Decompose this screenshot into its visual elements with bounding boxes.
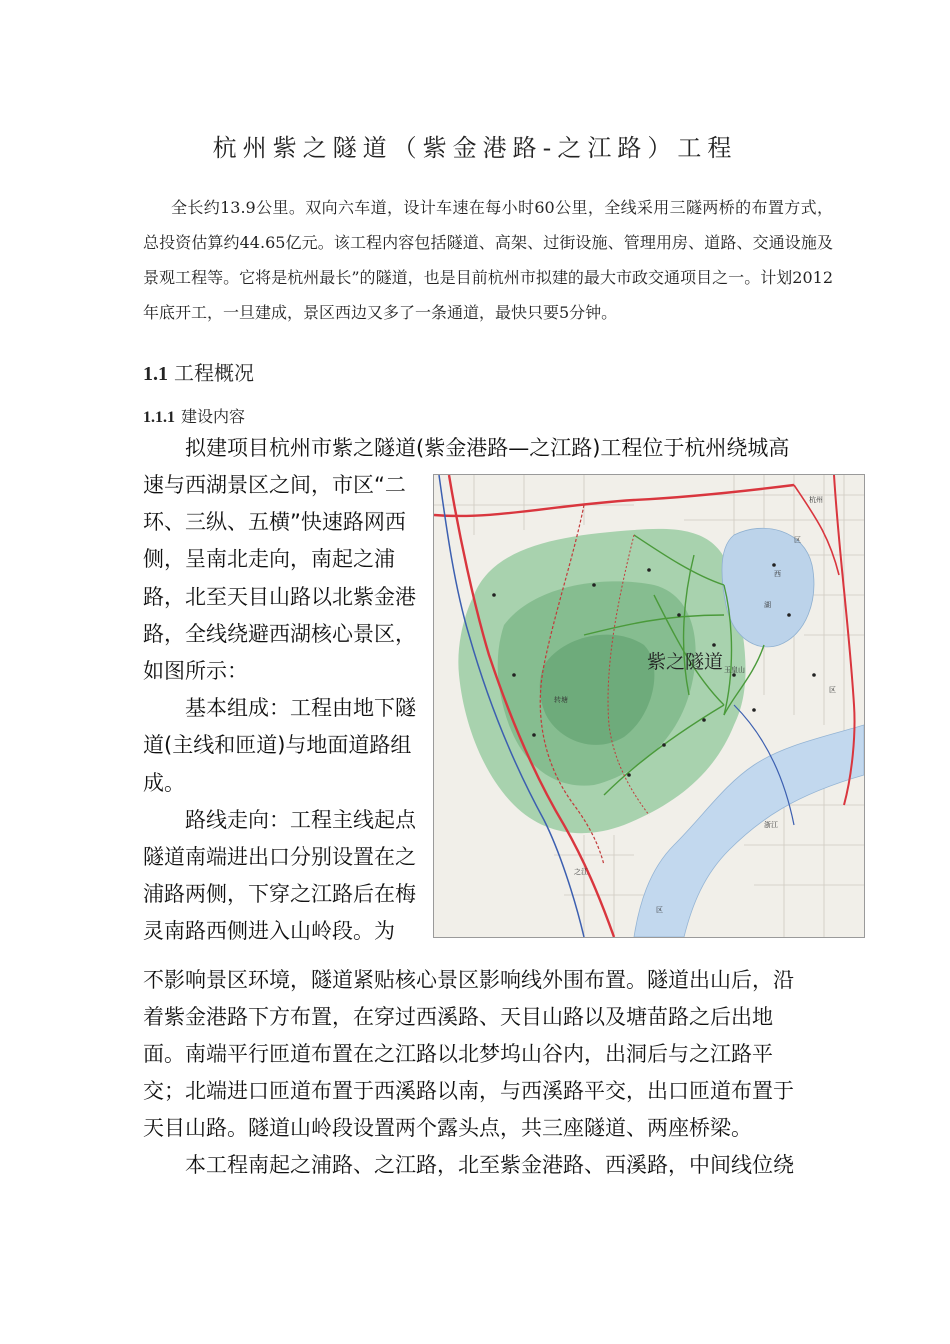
paragraph-1-line: 拟建项目杭州市紫之隧道(紫金港路—之江路)工程位于杭州绕城高 xyxy=(185,436,790,460)
map-label-hangzhou: 杭州 xyxy=(809,496,823,504)
full-width-text xyxy=(143,962,813,1184)
map-label-xi: 西 xyxy=(774,570,781,578)
map-label-zhuantang: 转塘 xyxy=(554,696,568,704)
map-label-zhejiang: 浙江 xyxy=(764,821,778,829)
page-title: 杭州紫之隧道（紫金港路-之江路）工程 xyxy=(212,134,738,162)
paragraph-2: 基本组成：工程由地下隧道(主线和匝道)与地面道路组成。 xyxy=(143,696,416,795)
route-map-figure xyxy=(433,474,865,938)
paragraph-3-side: 路线走向：工程主线起点隧道南端进出口分别设置在之浦路两侧，下穿之江路后在梅灵南路西侧进入山岭段。为 xyxy=(143,807,416,944)
map-label-hu: 湖 xyxy=(764,601,771,609)
tunnel-map-label: 紫之隧道 xyxy=(647,651,724,673)
map-label-qu-2: 区 xyxy=(794,536,801,544)
paragraph-1-rest: 速与西湖景区之间，市区“二环、三纵、五横”快速路网西侧，呈南北走向，南起之浦路，北至天目山路以北紫金港路，全线绕避西湖核心景区，如图所示： xyxy=(143,473,416,684)
section-title: 工程概况 xyxy=(174,361,254,385)
paragraph-3-rest: 不影响景区环境，隧道紧贴核心景区影响线外围布置。隧道出山后，沿着紫金港路下方布置，在穿过西溪路、天目山路以及塘苗路之后出地面。南端平行匝道布置在之江路以北梦坞山谷内，出洞后与之江路平交；北端进口匝道布置于西溪路以南，与西溪路平交，出口匝道布置于天目山路。隧道山岭段设置两个露头点，共三座隧道、两座桥梁。 xyxy=(143,968,794,1140)
map-label-qu-1: 区 xyxy=(829,686,836,694)
section-number: 1.1 xyxy=(143,363,168,385)
paragraph-4: 本工程南起之浦路、之江路，北至紫金港路、西溪路，中间线位绕 xyxy=(185,1153,794,1177)
map-label-yuhuangshan: 玉皇山 xyxy=(724,666,745,674)
map-label-zhijiang: 之江 xyxy=(574,868,588,876)
west-lake xyxy=(722,528,814,647)
subsection-title: 建设内容 xyxy=(181,407,246,426)
section-heading xyxy=(143,357,254,386)
wrapped-text-column xyxy=(143,467,423,951)
paragraph-1-first-line xyxy=(143,430,823,467)
intro-paragraph: 全长约13.9公里。双向六车道，设计车速在每小时60公里，全线采用三隧两桥的布置方式，总投资估算约44.65亿元。该工程内容包括隧道、高架、过街设施、管理用房、道路、交通设施及景观工程等。它将是杭州最长”的隧道，也是目前杭州市拟建的最大市政交通项目之一。计划2012年底开工，一旦建成，景区西边又多了一条通道，最快只要5分钟。 xyxy=(143,198,833,322)
subsection-heading xyxy=(143,404,245,427)
subsection-number: 1.1.1 xyxy=(143,409,175,426)
map-label-qu-3: 区 xyxy=(656,906,663,914)
